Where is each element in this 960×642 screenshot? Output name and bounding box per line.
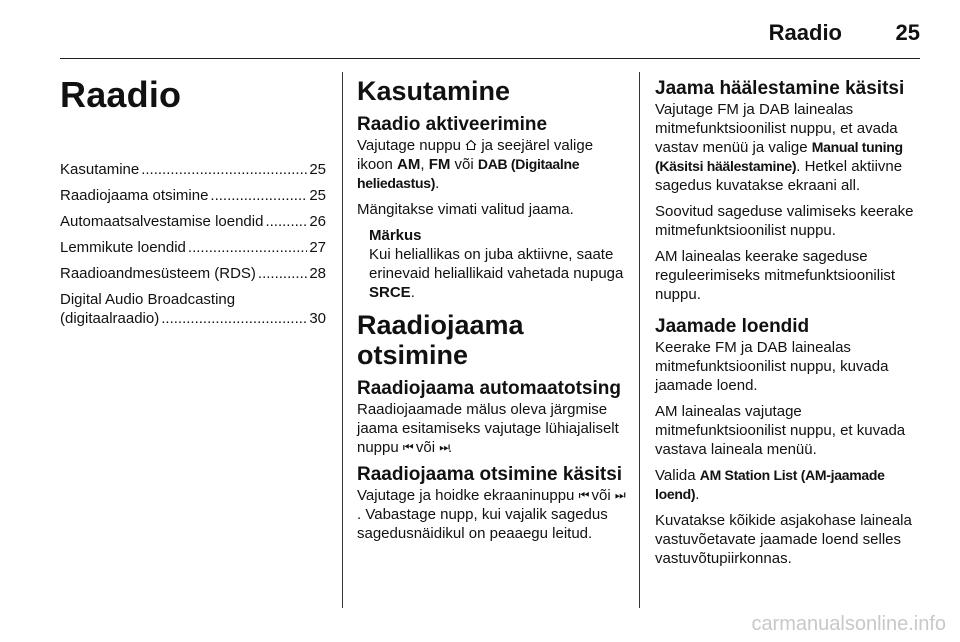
paragraph: Keerake FM ja DAB lainealas mitmefunktsioonilist nuppu, kuvada jaamade loend.	[655, 339, 889, 394]
paragraph: Mängitakse vimati valitud jaama.	[357, 201, 574, 218]
subsection-heading: Raadio aktiveerimine	[357, 114, 548, 135]
toc-leader	[141, 160, 307, 179]
content-column-middle	[357, 68, 625, 550]
toc-entry[interactable]	[60, 264, 326, 283]
section-heading: Raadiojaama otsimine	[357, 310, 524, 370]
toc-label: Digital Audio Broadcasting	[60, 291, 236, 308]
previous-track-icon: ⏮	[402, 440, 412, 454]
toc-page: 25	[309, 187, 326, 204]
header-divider	[60, 58, 920, 59]
toc-column	[60, 68, 326, 335]
srce-button-label: SRCE	[369, 284, 411, 301]
watermark: carmanualsonline.info	[751, 613, 946, 635]
note-title: Märkus	[369, 227, 422, 244]
toc-entry[interactable]	[60, 212, 326, 231]
next-track-icon: ⏭	[439, 440, 449, 454]
toc-leader	[210, 186, 307, 205]
toc-label: Raadioandmesüsteem (RDS)	[60, 265, 256, 282]
toc-label: Lemmikute loendid	[60, 239, 186, 256]
paragraph: AM lainealas keerake sageduse reguleerimiseks mitmefunktsioonilist nuppu.	[655, 248, 896, 303]
paragraph: Raadiojaamade mälus oleva järgmise jaama esitamiseks vajutage lühiajaliselt nuppu ⏮ või ⏭.	[357, 401, 619, 456]
note-box: Märkus Kui heliallikas on juba aktiivne, saate erinevaid heliallikaid vahetada nupuga SRCE.	[369, 227, 624, 301]
toc-entry[interactable]	[60, 160, 326, 179]
subsection-heading: Raadiojaama automaatotsing	[357, 378, 621, 399]
next-track-icon: ⏭	[614, 488, 624, 502]
subsection-heading: Raadiojaama otsimine käsitsi	[357, 464, 623, 485]
paragraph: Vajutage nuppu ja seejärel valige ikoon AM, FM või DAB (Digitaalne heliedastus).	[357, 137, 594, 192]
toc-label: Raadiojaama otsimine	[60, 187, 209, 204]
note-text: Kui heliallikas on juba aktiivne, saate erinevaid heliallikaid vahetada nupuga	[369, 246, 624, 282]
page-header	[0, 14, 960, 54]
column-divider	[639, 72, 640, 608]
toc-page: 26	[309, 213, 326, 230]
toc-page: 25	[309, 161, 326, 178]
page-number: 25	[895, 20, 920, 45]
toc-entry[interactable]	[60, 238, 326, 257]
table-of-contents	[60, 160, 326, 328]
content-column-right	[655, 68, 923, 575]
chapter-title: Raadio	[60, 74, 182, 115]
section-heading: Kasutamine	[357, 76, 511, 106]
toc-label: Automaatsalvestamise loendid	[60, 213, 264, 230]
paragraph: AM lainealas vajutage mitmefunktsioonilist nuppu, et kuvada vastava laineala menüü.	[655, 403, 906, 458]
subsection-heading: Jaama häälestamine käsitsi	[655, 78, 905, 99]
toc-leader	[258, 264, 307, 283]
paragraph: Vajutage FM ja DAB lainealas mitmefunktsioonilist nuppu, et avada vastav menüü ja valige Manual tuning (Käsitsi häälestamine). Hetkel aktiivne sagedus kuvatakse ekraani all.	[655, 101, 903, 194]
toc-page: 30	[309, 310, 326, 327]
previous-track-icon: ⏮	[578, 488, 588, 502]
subsection-heading: Jaamade loendid	[655, 316, 810, 337]
toc-leader	[188, 238, 307, 257]
paragraph: Soovitud sageduse valimiseks keerake mitmefunktsioonilist nuppu.	[655, 203, 914, 239]
toc-page: 28	[309, 265, 326, 282]
header-title: Raadio	[768, 20, 842, 45]
paragraph: Valida AM Station List (AM-jaamade loend).	[655, 467, 885, 503]
toc-label: Kasutamine	[60, 161, 140, 178]
toc-leader	[265, 212, 307, 231]
paragraph: Kuvatakse kõikide asjakohase laineala vastuvõetavate jaamade loend selles vastuvõtupiirkonnas.	[655, 512, 912, 567]
column-divider	[342, 72, 343, 608]
toc-page: 27	[309, 239, 326, 256]
home-icon	[465, 139, 477, 151]
toc-label-continued: (digitaalraadio)	[60, 310, 160, 327]
toc-entry[interactable]	[60, 186, 326, 205]
toc-leader	[161, 309, 307, 328]
paragraph: Vajutage ja hoidke ekraaninuppu ⏮ või ⏭. Vabastage nupp, kui vajalik sagedus sagedusnäidikul on peaaegu leitud.	[357, 487, 624, 542]
toc-entry[interactable]	[60, 290, 326, 328]
